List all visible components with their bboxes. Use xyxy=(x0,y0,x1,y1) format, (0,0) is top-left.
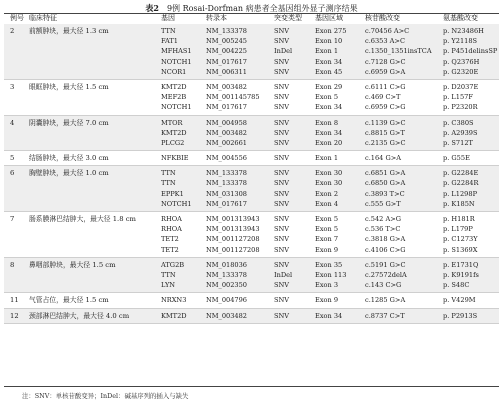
cell-amino-acid-change: p. L157F xyxy=(443,93,473,102)
cell-transcript: NM_004796 xyxy=(206,296,247,305)
cell-nucleotide-change: c.536 T>C xyxy=(365,225,401,234)
table-row xyxy=(4,199,499,209)
cell-gene: MTOR xyxy=(161,118,183,127)
cell-gene-region: Exon 35 xyxy=(315,260,343,269)
cell-gene: NOTCH1 xyxy=(161,199,192,208)
case-group xyxy=(4,116,499,152)
cell-gene-region: Exon 7 xyxy=(315,235,339,244)
row-spacer xyxy=(29,46,161,56)
row-spacer xyxy=(29,57,161,67)
cell-nucleotide-change: c.8815 G>T xyxy=(365,128,405,137)
clinical-feature: 气管占位，最大径 1.5 cm xyxy=(29,296,109,305)
cell-nucleotide-change: c.6959 C>G xyxy=(365,103,406,112)
case-number: 7 xyxy=(10,215,15,223)
header-mutation-type: 突变类型 xyxy=(274,14,302,22)
cell-nucleotide-change: c.2135 G>C xyxy=(365,138,406,147)
cell-gene: NOTCH1 xyxy=(161,57,192,66)
cell-nucleotide-change: c.469 C>T xyxy=(365,93,401,102)
row-spacer xyxy=(4,280,29,290)
cell-amino-acid-change: p. G2284R xyxy=(443,179,479,188)
cell-mutation-type: SNV xyxy=(274,296,290,305)
header-case-number: 例号 xyxy=(10,14,24,22)
cell-amino-acid-change: p. G2320E xyxy=(443,67,479,76)
cell-nucleotide-change: c.3893 T>C xyxy=(365,189,405,198)
cell-transcript: NM_018036 xyxy=(206,260,247,269)
cell-mutation-type: SNV xyxy=(274,57,290,66)
cell-nucleotide-change: c.164 G>A xyxy=(365,154,402,163)
cell-amino-acid-change: p. C1273Y xyxy=(443,235,478,244)
cell-gene-region: Exon 8 xyxy=(315,118,339,127)
cell-nucleotide-change: c.5191 G>C xyxy=(365,260,406,269)
table-footnote: 注：SNV：单核苷酸变异；InDel：碱基序列的插入与缺失 xyxy=(22,392,189,400)
clinical-feature: 胸壁肿块，最大径 1.0 cm xyxy=(29,169,109,178)
cell-mutation-type: InDel xyxy=(274,47,293,56)
cell-gene: TET2 xyxy=(161,245,179,254)
cell-transcript: NM_017617 xyxy=(206,57,247,66)
table-row xyxy=(4,234,499,244)
cell-gene-region: Exon 5 xyxy=(315,225,339,234)
row-spacer xyxy=(29,138,161,148)
table-caption: 9例 Rosai-Dorfman 病患者全基因组外显子测序结果 xyxy=(166,4,358,13)
cell-mutation-type: SNV xyxy=(274,154,290,163)
cell-mutation-type: SNV xyxy=(274,281,290,290)
cell-gene-region: Exon 34 xyxy=(315,103,343,112)
case-group xyxy=(4,309,499,324)
cell-transcript: NM_004225 xyxy=(206,47,247,56)
header-nucleotide-change: 核苷酸改变 xyxy=(365,14,400,22)
row-spacer xyxy=(4,128,29,138)
table-row xyxy=(4,189,499,199)
case-info xyxy=(4,168,161,178)
cell-gene: MFHAS1 xyxy=(161,47,192,56)
cell-amino-acid-change: p. G2284E xyxy=(443,169,479,178)
cell-mutation-type: SNV xyxy=(274,235,290,244)
cell-gene: TTN xyxy=(161,169,176,178)
cell-transcript: NM_133378 xyxy=(206,270,247,279)
cell-nucleotide-change: c.27572delA xyxy=(365,270,407,279)
cell-gene: RHOA xyxy=(161,225,182,234)
cell-gene-region: Exon 34 xyxy=(315,57,343,66)
cell-mutation-type: SNV xyxy=(274,93,290,102)
row-spacer xyxy=(4,57,29,67)
cell-transcript: NM_002350 xyxy=(206,281,247,290)
case-group xyxy=(4,166,499,212)
cell-amino-acid-change: p. A2939S xyxy=(443,128,478,137)
table-row xyxy=(4,245,499,255)
row-spacer xyxy=(29,270,161,280)
row-spacer xyxy=(4,234,29,244)
cell-amino-acid-change: p. Y2118S xyxy=(443,37,478,46)
cell-transcript: NM_001127208 xyxy=(206,235,260,244)
cell-gene-region: Exon 4 xyxy=(315,199,339,208)
cell-gene-region: Exon 30 xyxy=(315,169,343,178)
cell-gene-region: Exon 2 xyxy=(315,189,339,198)
cell-transcript: NM_004958 xyxy=(206,118,247,127)
cell-mutation-type: SNV xyxy=(274,225,290,234)
row-spacer xyxy=(29,189,161,199)
cell-amino-acid-change: p. P2913S xyxy=(443,311,478,320)
clinical-feature: 鼻咽部肿块，最大径 1.5 cm xyxy=(29,260,116,269)
cell-nucleotide-change: c.6850 G>A xyxy=(365,179,406,188)
table-row xyxy=(4,280,499,290)
table-number: 表2 xyxy=(145,3,159,13)
case-number: 6 xyxy=(10,169,15,178)
cell-transcript: NM_017617 xyxy=(206,199,247,208)
cell-gene: EPPK1 xyxy=(161,189,184,198)
case-info xyxy=(4,153,161,163)
case-group xyxy=(4,151,499,166)
cell-gene: KMT2D xyxy=(161,128,187,137)
cell-gene-region: Exon 9 xyxy=(315,296,339,305)
cell-nucleotide-change: c.6851 G>A xyxy=(365,169,406,178)
cell-gene-region: Exon 10 xyxy=(315,37,343,46)
table-row xyxy=(4,178,499,188)
cell-amino-acid-change: p. L1298P xyxy=(443,189,478,198)
cell-amino-acid-change: p. H181R xyxy=(443,215,475,223)
cell-gene: NOTCH1 xyxy=(161,103,192,112)
cell-amino-acid-change: p. C380S xyxy=(443,118,474,127)
cell-mutation-type: SNV xyxy=(274,311,290,320)
clinical-feature: 前额肿块，最大径 1.3 cm xyxy=(29,27,109,35)
cell-transcript: NM_133378 xyxy=(206,169,247,178)
cell-nucleotide-change: c.6111 C>G xyxy=(365,82,406,91)
table-row xyxy=(4,92,499,102)
cell-gene: NRXN3 xyxy=(161,296,187,305)
cell-transcript: NM_133378 xyxy=(206,27,247,35)
row-spacer xyxy=(4,92,29,102)
header-amino-acid-change: 氨基酸改变 xyxy=(443,14,478,22)
row-spacer xyxy=(4,189,29,199)
row-spacer xyxy=(29,36,161,46)
case-number: 3 xyxy=(10,82,15,91)
cell-gene: TET2 xyxy=(161,235,179,244)
cell-nucleotide-change: c.8737 C>T xyxy=(365,311,405,320)
cell-gene-region: Exon 45 xyxy=(315,67,343,76)
case-number: 11 xyxy=(10,296,19,305)
case-number: 8 xyxy=(10,260,15,269)
table-row xyxy=(4,128,499,138)
case-group xyxy=(4,258,499,294)
table-body xyxy=(4,24,499,324)
cell-gene: KMT2D xyxy=(161,82,187,91)
cell-nucleotide-change: c.6353 A>C xyxy=(365,37,405,46)
cell-nucleotide-change: c.4106 C>G xyxy=(365,245,406,254)
row-spacer xyxy=(29,245,161,255)
row-spacer xyxy=(4,46,29,56)
cell-amino-acid-change: p. S48C xyxy=(443,281,470,290)
cell-gene: MEF2B xyxy=(161,93,187,102)
cell-gene: PLCG2 xyxy=(161,138,185,147)
case-group xyxy=(4,24,499,80)
cell-transcript: NM_001313943 xyxy=(206,225,260,234)
table-row xyxy=(4,67,499,77)
case-number: 12 xyxy=(10,311,19,320)
row-spacer xyxy=(4,67,29,77)
cell-transcript: NM_031308 xyxy=(206,189,247,198)
cell-gene-region: Exon 34 xyxy=(315,128,343,137)
row-spacer xyxy=(4,102,29,112)
cell-transcript: NM_003482 xyxy=(206,128,247,137)
cell-transcript: NM_001313943 xyxy=(206,215,260,223)
cell-amino-acid-change: p. V429M xyxy=(443,296,476,305)
cell-transcript: NM_003482 xyxy=(206,311,247,320)
cell-amino-acid-change: p. G55E xyxy=(443,154,470,163)
cell-nucleotide-change: c.70456 A>C xyxy=(365,27,410,35)
header-transcript: 转录本 xyxy=(206,14,227,22)
row-spacer xyxy=(29,178,161,188)
case-info xyxy=(4,311,161,321)
cell-amino-acid-change: p. P451delinsSP xyxy=(443,47,498,56)
cell-gene-region: Exon 30 xyxy=(315,179,343,188)
cell-mutation-type: SNV xyxy=(274,169,290,178)
cell-transcript: NM_003482 xyxy=(206,82,247,91)
table-row xyxy=(4,46,499,56)
cell-gene: LYN xyxy=(161,281,176,290)
cell-gene-region: Exon 34 xyxy=(315,311,343,320)
cell-transcript: NM_002661 xyxy=(206,138,247,147)
cell-gene: TTN xyxy=(161,270,176,279)
table-row xyxy=(4,57,499,67)
row-spacer xyxy=(29,199,161,209)
cell-nucleotide-change: c.143 C>G xyxy=(365,281,402,290)
row-spacer xyxy=(29,102,161,112)
cell-mutation-type: SNV xyxy=(274,179,290,188)
case-info xyxy=(4,118,161,128)
cell-nucleotide-change: c.1139 G>C xyxy=(365,118,406,127)
cell-gene: RHOA xyxy=(161,215,182,223)
case-group xyxy=(4,293,499,308)
row-spacer xyxy=(29,234,161,244)
row-spacer xyxy=(29,67,161,77)
cell-mutation-type: SNV xyxy=(274,215,290,223)
table-row xyxy=(4,36,499,46)
bottom-rule xyxy=(4,386,499,387)
cell-gene-region: Exon 29 xyxy=(315,82,343,91)
cell-mutation-type: SNV xyxy=(274,260,290,269)
cell-amino-acid-change: p. S712T xyxy=(443,138,473,147)
cell-transcript: NM_006311 xyxy=(206,67,247,76)
cell-gene-region: Exon 113 xyxy=(315,270,347,279)
case-group xyxy=(4,212,499,258)
cell-gene-region: Exon 275 xyxy=(315,27,347,35)
cell-gene-region: Exon 1 xyxy=(315,47,339,56)
cell-amino-acid-change: p. E1731Q xyxy=(443,260,479,269)
cell-gene: ATG2B xyxy=(161,260,185,269)
table-row xyxy=(4,270,499,280)
case-number: 2 xyxy=(10,27,15,35)
cell-transcript: NM_001127208 xyxy=(206,245,260,254)
cell-amino-acid-change: p. S1369X xyxy=(443,245,478,254)
row-spacer xyxy=(4,245,29,255)
header-gene-region: 基因区域 xyxy=(315,14,343,22)
cell-mutation-type: SNV xyxy=(274,118,290,127)
table-row xyxy=(4,138,499,148)
row-spacer xyxy=(4,138,29,148)
cell-nucleotide-change: c.6959 G>A xyxy=(365,67,406,76)
case-info xyxy=(4,82,161,92)
cell-gene: TTN xyxy=(161,179,176,188)
cell-mutation-type: SNV xyxy=(274,245,290,254)
row-spacer xyxy=(29,280,161,290)
case-number: 5 xyxy=(10,154,15,163)
cell-amino-acid-change: p. Q2376H xyxy=(443,57,480,66)
cell-amino-acid-change: p. N23486H xyxy=(443,27,484,35)
cell-mutation-type: SNV xyxy=(274,189,290,198)
cell-gene: NCOR1 xyxy=(161,67,187,76)
table-row xyxy=(4,102,499,112)
header-gene: 基因 xyxy=(161,14,175,22)
cell-nucleotide-change: c.555 G>T xyxy=(365,199,401,208)
row-spacer xyxy=(4,224,29,234)
clinical-feature: 颈部淋巴结肿大，最大径 4.0 cm xyxy=(29,311,130,320)
cell-mutation-type: SNV xyxy=(274,128,290,137)
cell-nucleotide-change: c.3818 G>A xyxy=(365,235,406,244)
clinical-feature: 阴囊肿块，最大径 7.0 cm xyxy=(29,118,109,127)
cell-amino-acid-change: p. L179P xyxy=(443,225,473,234)
cell-transcript: NM_017617 xyxy=(206,103,247,112)
case-number: 4 xyxy=(10,118,15,127)
row-spacer xyxy=(29,128,161,138)
clinical-feature: 结肠肿块，最大径 3.0 cm xyxy=(29,154,109,163)
row-spacer xyxy=(29,92,161,102)
table-row xyxy=(4,224,499,234)
case-info xyxy=(4,214,161,224)
row-spacer xyxy=(4,270,29,280)
cell-amino-acid-change: p. K9191fs xyxy=(443,270,479,279)
cell-mutation-type: SNV xyxy=(274,27,290,35)
cell-gene: NFKBIE xyxy=(161,154,189,163)
cell-transcript: NM_004556 xyxy=(206,154,247,163)
row-spacer xyxy=(4,36,29,46)
cell-gene-region: Exon 5 xyxy=(315,93,339,102)
cell-gene-region: Exon 9 xyxy=(315,245,339,254)
cell-amino-acid-change: p. K185N xyxy=(443,199,475,208)
cell-gene-region: Exon 1 xyxy=(315,154,339,163)
cell-gene: FAT1 xyxy=(161,37,178,46)
clinical-feature: 肠系膜淋巴结肿大，最大径 1.8 cm xyxy=(29,215,136,223)
case-info xyxy=(4,295,161,305)
cell-nucleotide-change: c.542 A>G xyxy=(365,215,402,223)
cell-gene-region: Exon 3 xyxy=(315,281,339,290)
case-info xyxy=(4,26,161,36)
table-header xyxy=(4,13,499,24)
case-group xyxy=(4,80,499,116)
cell-nucleotide-change: c.7128 G>C xyxy=(365,57,406,66)
cell-amino-acid-change: p. D2037E xyxy=(443,82,479,91)
cell-amino-acid-change: p. P2320R xyxy=(443,103,478,112)
cell-mutation-type: SNV xyxy=(274,37,290,46)
cell-mutation-type: SNV xyxy=(274,138,290,147)
cell-gene: KMT2D xyxy=(161,311,187,320)
cell-gene: TTN xyxy=(161,27,176,35)
cell-mutation-type: SNV xyxy=(274,67,290,76)
cell-transcript: NM_001145785 xyxy=(206,93,260,102)
cell-transcript: NM_005245 xyxy=(206,37,247,46)
cell-gene-region: Exon 20 xyxy=(315,138,343,147)
cell-mutation-type: SNV xyxy=(274,82,290,91)
cell-transcript: NM_133378 xyxy=(206,179,247,188)
cell-mutation-type: SNV xyxy=(274,199,290,208)
case-info xyxy=(4,260,161,270)
clinical-feature: 眼眶肿块，最大径 1.5 cm xyxy=(29,82,109,91)
cell-gene-region: Exon 5 xyxy=(315,215,339,223)
cell-nucleotide-change: c.1350_1351insTCA xyxy=(365,47,432,56)
row-spacer xyxy=(4,178,29,188)
cell-mutation-type: InDel xyxy=(274,270,293,279)
header-clinical-feature: 临床特征 xyxy=(29,14,57,22)
row-spacer xyxy=(29,224,161,234)
cell-nucleotide-change: c.1285 G>A xyxy=(365,296,406,305)
row-spacer xyxy=(4,199,29,209)
cell-mutation-type: SNV xyxy=(274,103,290,112)
